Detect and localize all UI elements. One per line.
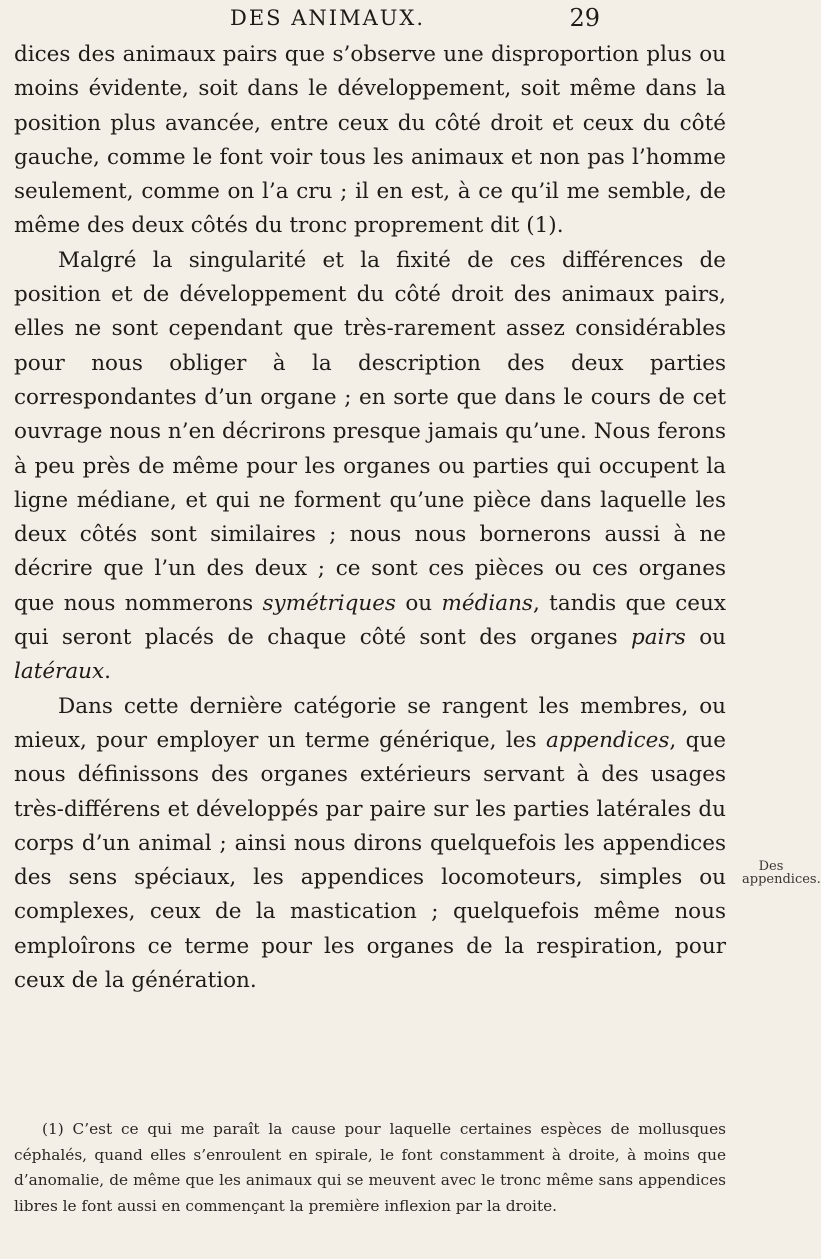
term-lateraux: latéraux xyxy=(14,659,105,685)
paragraph-2 xyxy=(14,244,726,690)
page-number: 29 xyxy=(569,4,600,32)
paragraph-3-start: Dans cette dernière catégorie se rangent les membres, ou mieux, pour employer un terme générique, les xyxy=(14,693,726,753)
page-header xyxy=(230,4,600,32)
term-appendices: appendices xyxy=(546,727,670,753)
paragraph-2-end: . xyxy=(104,659,111,685)
paragraph-2-text: Malgré la singularité et la fixité de ces différences de position et de développement du côté droit des animaux pairs, elles ne sont cependant que très-rarement assez considérables pour nous obliger à la description des deux parties correspondantes d’un organe ; en sorte que dans le cours de cet ouvrage nous n’en décrirons presque jamais qu’une. Nous ferons à peu près de même pour les organes ou parties qui occupent la ligne médiane, et qui ne forment qu’une pièce dans laquelle les deux côtés sont similaires ; nous nous bornerons aussi à ne décrire que l’un des deux ; ce sont ces pièces ou ces organes que nous nommerons xyxy=(14,247,726,616)
paragraph-2-continuation: , tandis que ceux qui seront placés de chaque côté sont des organes xyxy=(14,590,726,651)
term-medians: médians xyxy=(441,590,533,616)
running-title: DES ANIMAUX. xyxy=(230,6,426,30)
term-pairs: pairs xyxy=(631,625,686,651)
conjunction: ou xyxy=(699,625,727,651)
term-symetriques: symétriques xyxy=(262,590,396,616)
marginal-note: Des appendices. xyxy=(742,859,821,887)
paragraph-1: dices des animaux pairs que s’observe une disproportion plus ou moins évidente, soit dans le développement, soit même dans la position plus avancée, entre ceux du côté droit et ceux du côté gauche, comme le font voir tous les animaux et non pas l’homme seulement, comme on l’a cru ; il en est, à ce qu’il me semble, de même des deux côtés du tronc proprement dit (1). xyxy=(14,42,726,239)
conjunction: ou xyxy=(405,590,433,616)
main-text xyxy=(14,38,726,998)
paragraph-3 xyxy=(14,690,726,999)
footnote-text: (1) C’est ce qui me paraît la cause pour laquelle certaines espèces de mollusques céphalés, quand elles s’enroulent en spirale, le font constamment à droite, à moins que d’anomalie, de même que les animaux qui se meuvent avec le tronc même sans appendices libres le font aussi en commençant la première inflexion par la droite. xyxy=(14,1120,726,1215)
paragraph-3-rest: , que nous définissons des organes extérieurs servant à des usages très-différens et développés par paire sur les parties latérales du corps d’un animal ; ainsi nous dirons quelquefois les appendices des sens spéciaux, les appendices locomoteurs, simples ou complexes, ceux de la mastication ; quelquefois même nous emploîrons ce terme pour les organes de la respiration, pour ceux de la génération. xyxy=(14,727,726,994)
footnote xyxy=(14,1117,726,1219)
